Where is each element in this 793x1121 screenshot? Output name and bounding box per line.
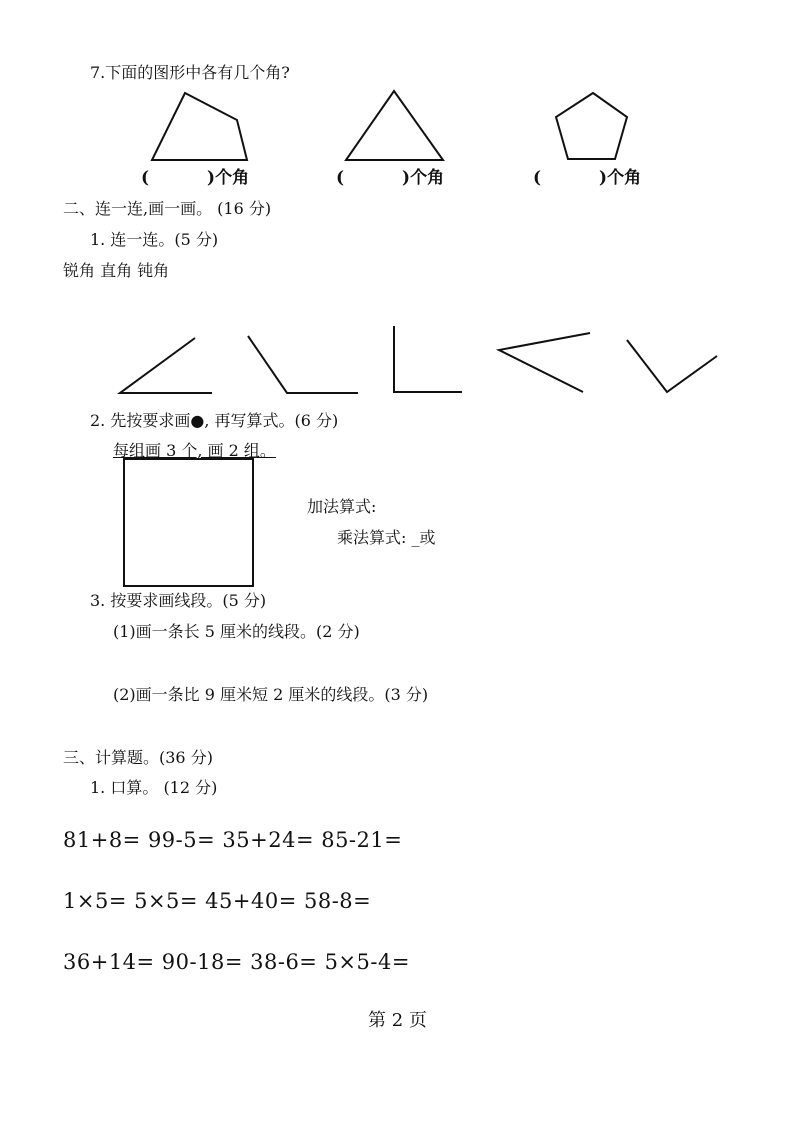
section3-title: 三、计算题。(36 分) — [63, 748, 213, 767]
addition-formula-label: 加法算式: — [307, 497, 377, 516]
mental-math-row-3: 36+14= 90-18= 38-6= 5×5-4= — [63, 950, 410, 974]
mental-math-row-1: 81+8= 99-5= 35+24= 85-21= — [63, 828, 403, 852]
multiplication-formula-label: 乘法算式: _或 — [337, 528, 436, 547]
segment-task-2: (2)画一条比 9 厘米短 2 厘米的线段。(3 分) — [113, 685, 429, 704]
angle-type-labels: 锐角 直角 钝角 — [63, 261, 170, 280]
count-blank-2[interactable]: ( )个角 — [336, 168, 445, 188]
segment-task-1: (1)画一条长 5 厘米的线段。(2 分) — [113, 622, 360, 641]
drawing-instruction: 每组画 3 个, 画 2 组。 — [113, 441, 276, 460]
angle-4 — [499, 333, 590, 392]
section3-q1-title: 1. 口算。 (12 分) — [90, 778, 218, 797]
angle-1 — [120, 338, 212, 393]
section2-q2-title: 2. 先按要求画●, 再写算式。(6 分) — [90, 411, 339, 430]
angle-shapes — [120, 326, 717, 393]
section2-q1-title: 1. 连一连。(5 分) — [90, 230, 219, 249]
triangle-shape — [346, 91, 443, 160]
q7-title: 7.下面的图形中各有几个角? — [90, 63, 290, 82]
count-blank-3[interactable]: ( )个角 — [533, 168, 642, 188]
angle-2 — [248, 336, 358, 393]
section2-q3-title: 3. 按要求画线段。(5 分) — [90, 591, 267, 610]
angle-5 — [627, 340, 717, 392]
pentagon-shape — [556, 93, 627, 159]
section2-title: 二、连一连,画一画。 (16 分) — [63, 199, 272, 218]
quadrilateral-shape — [152, 93, 247, 160]
drawing-box[interactable] — [123, 458, 254, 587]
page-number: 第 2 页 — [368, 1010, 427, 1031]
angle-3 — [394, 326, 462, 392]
count-blank-1[interactable]: ( )个角 — [141, 168, 250, 188]
mental-math-row-2: 1×5= 5×5= 45+40= 58-8= — [63, 889, 372, 913]
